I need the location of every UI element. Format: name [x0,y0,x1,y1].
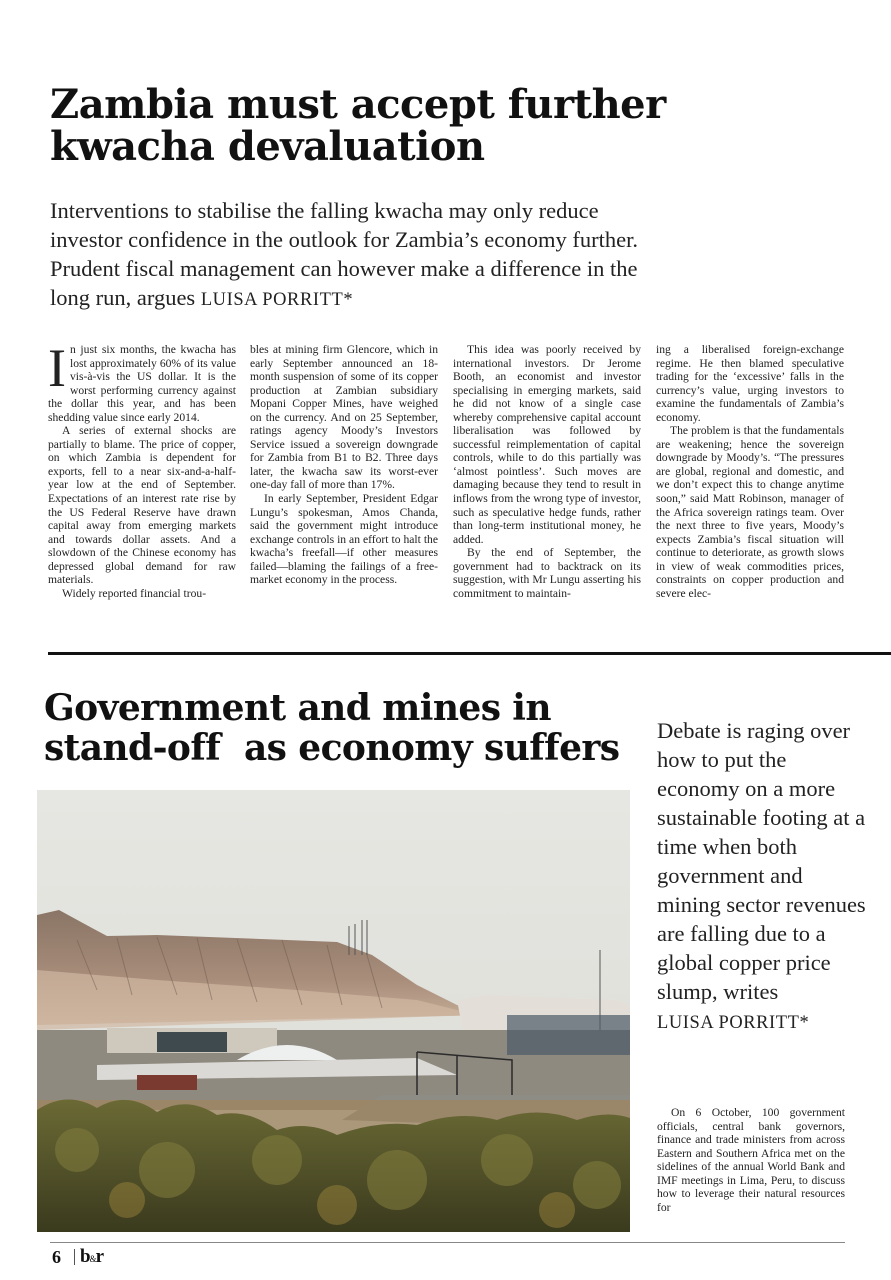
standfirst-text: Interventions to stabilise the falling kwacha may only reduce investor confidence in the outlook for Zambia’s economy further. Prudent fiscal management can however make a difference in the long run, argues [50,198,638,310]
paragraph: bles at mining firm Glencore, which in early September announced an 18-month suspension of some of its copper production at Zambian subsidiary Mopani Copper Mines, have weighed on the currency. And on 25 September, ratings agency Moody’s Investors Service issued a sovereign downgrade for Zambia from B1 to B2. Three days later, the kwacha saw its worst-ever one-day fall of more than 17%. [250,343,438,492]
article1-column-1 [48,338,236,600]
mine-photo [37,790,630,1232]
paragraph: On 6 October, 100 government officials, central bank governors, finance and trade ministers from across Eastern and Southern Africa met on the sidelines of the annual World Bank and IMF meetings in Lima, Peru, to discuss how to leverage their natural resources for [657,1106,845,1214]
paragraph: This idea was poorly received by international investors. Dr Jerome Booth, an economist and investor specialising in emerging markets, said he did not know of a single case whereby comprehensive capital account liberalisation was followed by successful reimplementation of capital controls, while to do this partially was ‘almost pointless’. Such moves are damaging because they tend to result in inflows from the wrong type of investor, such as speculative hedge funds, rather than long-term institutional money, he added. [453,343,641,546]
paragraph: A series of external shocks are partially to blame. The price of copper, on which Zambia is dependent for exports, fell to a near six-and-a-half-year low at the end of September. Expectations of an interest rate rise by the US Federal Reserve have drawn capital away from emerging markets and towards dollar assets. And a slowdown of the Chinese economy has depressed global demand for raw materials. [48,424,236,587]
footer-separator [74,1249,75,1265]
standfirst-text: Debate is raging over how to put the economy on a more sustainable footing at a time when both government and mining sector revenues are falling due to a global copper price slump, writes [657,718,866,1004]
headline-line2: kwacha devaluation [50,123,485,170]
article1-headline [50,81,750,170]
headline-line1: Zambia must accept further [50,81,666,128]
section-divider [48,652,891,655]
article1-column-3 [453,343,641,600]
magazine-logo: b&r [80,1246,104,1267]
article2-body [657,1106,845,1214]
page-number: 6 [52,1247,61,1267]
paragraph: Widely reported financial trou- [62,586,207,600]
paragraph: In just six months, the kwacha has lost approximately 60% of its value vis-à-vis the US dollar. It is the worst performing currency against the dollar this year, and has been shedding value since early 2014. [48,338,236,424]
paragraph: In early September, President Edgar Lungu’s spokesman, Amos Chanda, said the government might introduce exchange controls in an effort to halt the kwacha’s freefall—if other measures failed—blaming the failings of a free-market economy in the process. [250,492,438,587]
paragraph: ing a liberalised foreign-exchange regime. He then blamed speculative trading for the ‘excessive’ falls in the currency’s value, urging investors to examine the fundamentals of Zambia’s economy. [656,343,844,424]
paragraph: By the end of September, the government had to backtrack on its suggestion, with Mr Lungu asserting his commitment to maintain- [453,546,641,600]
article1-column-4 [656,343,844,600]
article1-standfirst [50,196,650,314]
article2-standfirst [657,716,867,1037]
drop-cap: I [48,338,66,398]
headline-line2: stand-off as economy suffers [44,727,620,769]
article1-column-2 [250,343,438,587]
footer-rule [50,1242,845,1243]
article2-headline [44,688,634,768]
author-byline: LUISA PORRITT* [657,1012,810,1032]
headline-line1: Government and mines in [44,687,551,729]
paragraph: The problem is that the fundamentals are weakening; hence the sovereign downgrade by Moody’s. “The pressures are global, regional and domestic, and we don’t expect this to change anytime soon,” said Matt Robinson, manager of the Africa sovereign ratings team. Over the next three to five years, Moody’s expects Zambia’s fiscal situation will continue to deteriorate, as growth slows in view of weak commodities prices, constraints on copper production and severe elec- [656,424,844,600]
author-byline: LUISA PORRITT* [200,289,354,309]
